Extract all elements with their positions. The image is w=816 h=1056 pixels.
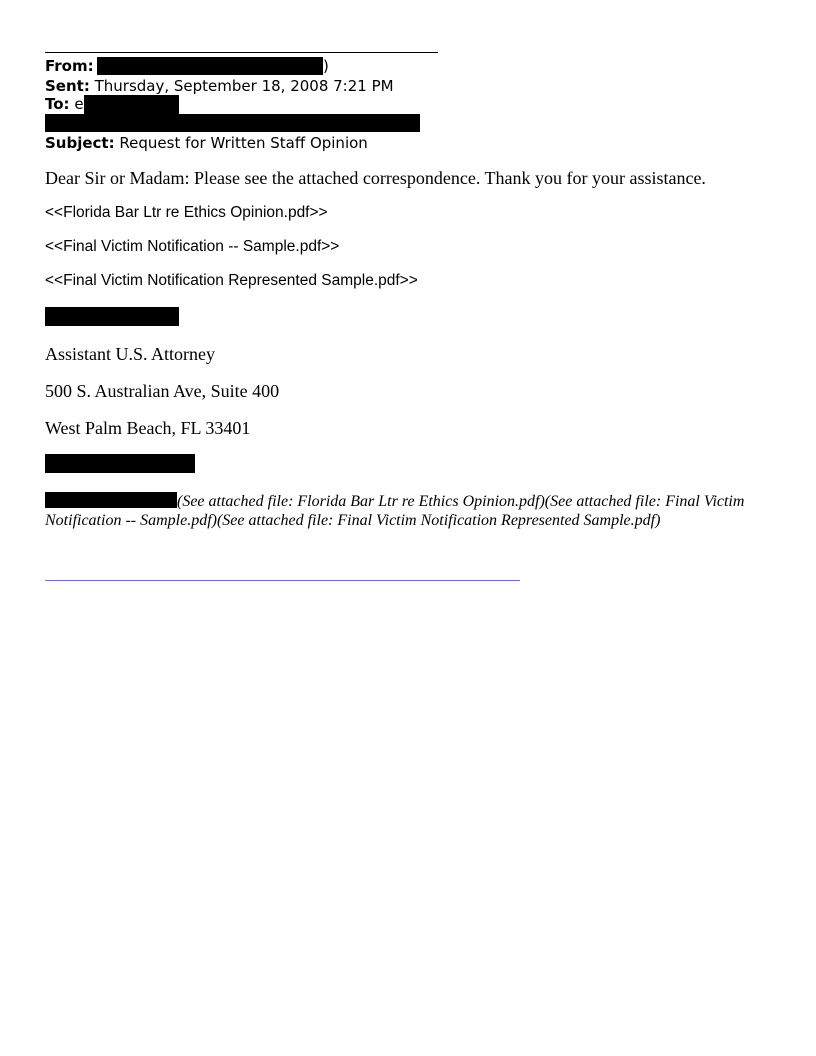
- signature-address-line1: 500 S. Australian Ave, Suite 400: [45, 381, 280, 401]
- signature-contact-redaction: [45, 454, 195, 473]
- attached-files-note: [45, 492, 775, 530]
- to-line: [45, 95, 84, 113]
- attached-files-text: (See attached file: Florida Bar Ltr re Ethics Opinion.pdf)(See attached file: Final Victim Notification -- Sample.pdf)(See attached file: Final Victim Notification Represented Sample.pdf): [45, 493, 745, 529]
- attachment-ref-1: <<Florida Bar Ltr re Ethics Opinion.pdf>>: [45, 204, 328, 221]
- attachment-ref-2: <<Final Victim Notification -- Sample.pdf>>: [45, 238, 340, 255]
- signature-name-redaction: [45, 307, 179, 326]
- sent-value: Thursday, September 18, 2008 7:21 PM: [94, 77, 394, 95]
- to-redaction-1: [84, 95, 179, 114]
- subject-label: Subject:: [45, 134, 115, 152]
- sent-label: Sent:: [45, 77, 90, 95]
- footer-rule: [45, 580, 520, 581]
- to-prefix: e: [74, 95, 84, 113]
- to-redaction-2: [45, 114, 420, 132]
- signature-address-line2: West Palm Beach, FL 33401: [45, 418, 251, 438]
- attached-note-redaction: [45, 492, 177, 508]
- from-label: From:: [45, 57, 94, 75]
- attachment-ref-3: <<Final Victim Notification Represented Sample.pdf>>: [45, 272, 418, 289]
- greeting-text: Dear Sir or Madam: Please see the attached correspondence. Thank you for your assistance.: [45, 168, 706, 188]
- signature-title: Assistant U.S. Attorney: [45, 344, 216, 364]
- from-redaction: [97, 57, 323, 75]
- subject-line: [45, 134, 368, 152]
- subject-value: Request for Written Staff Opinion: [119, 134, 368, 152]
- header-top-rule: [45, 52, 438, 53]
- from-tail: ): [323, 57, 329, 75]
- from-line: [45, 57, 94, 75]
- to-label: To:: [45, 95, 70, 113]
- sent-line: [45, 77, 394, 95]
